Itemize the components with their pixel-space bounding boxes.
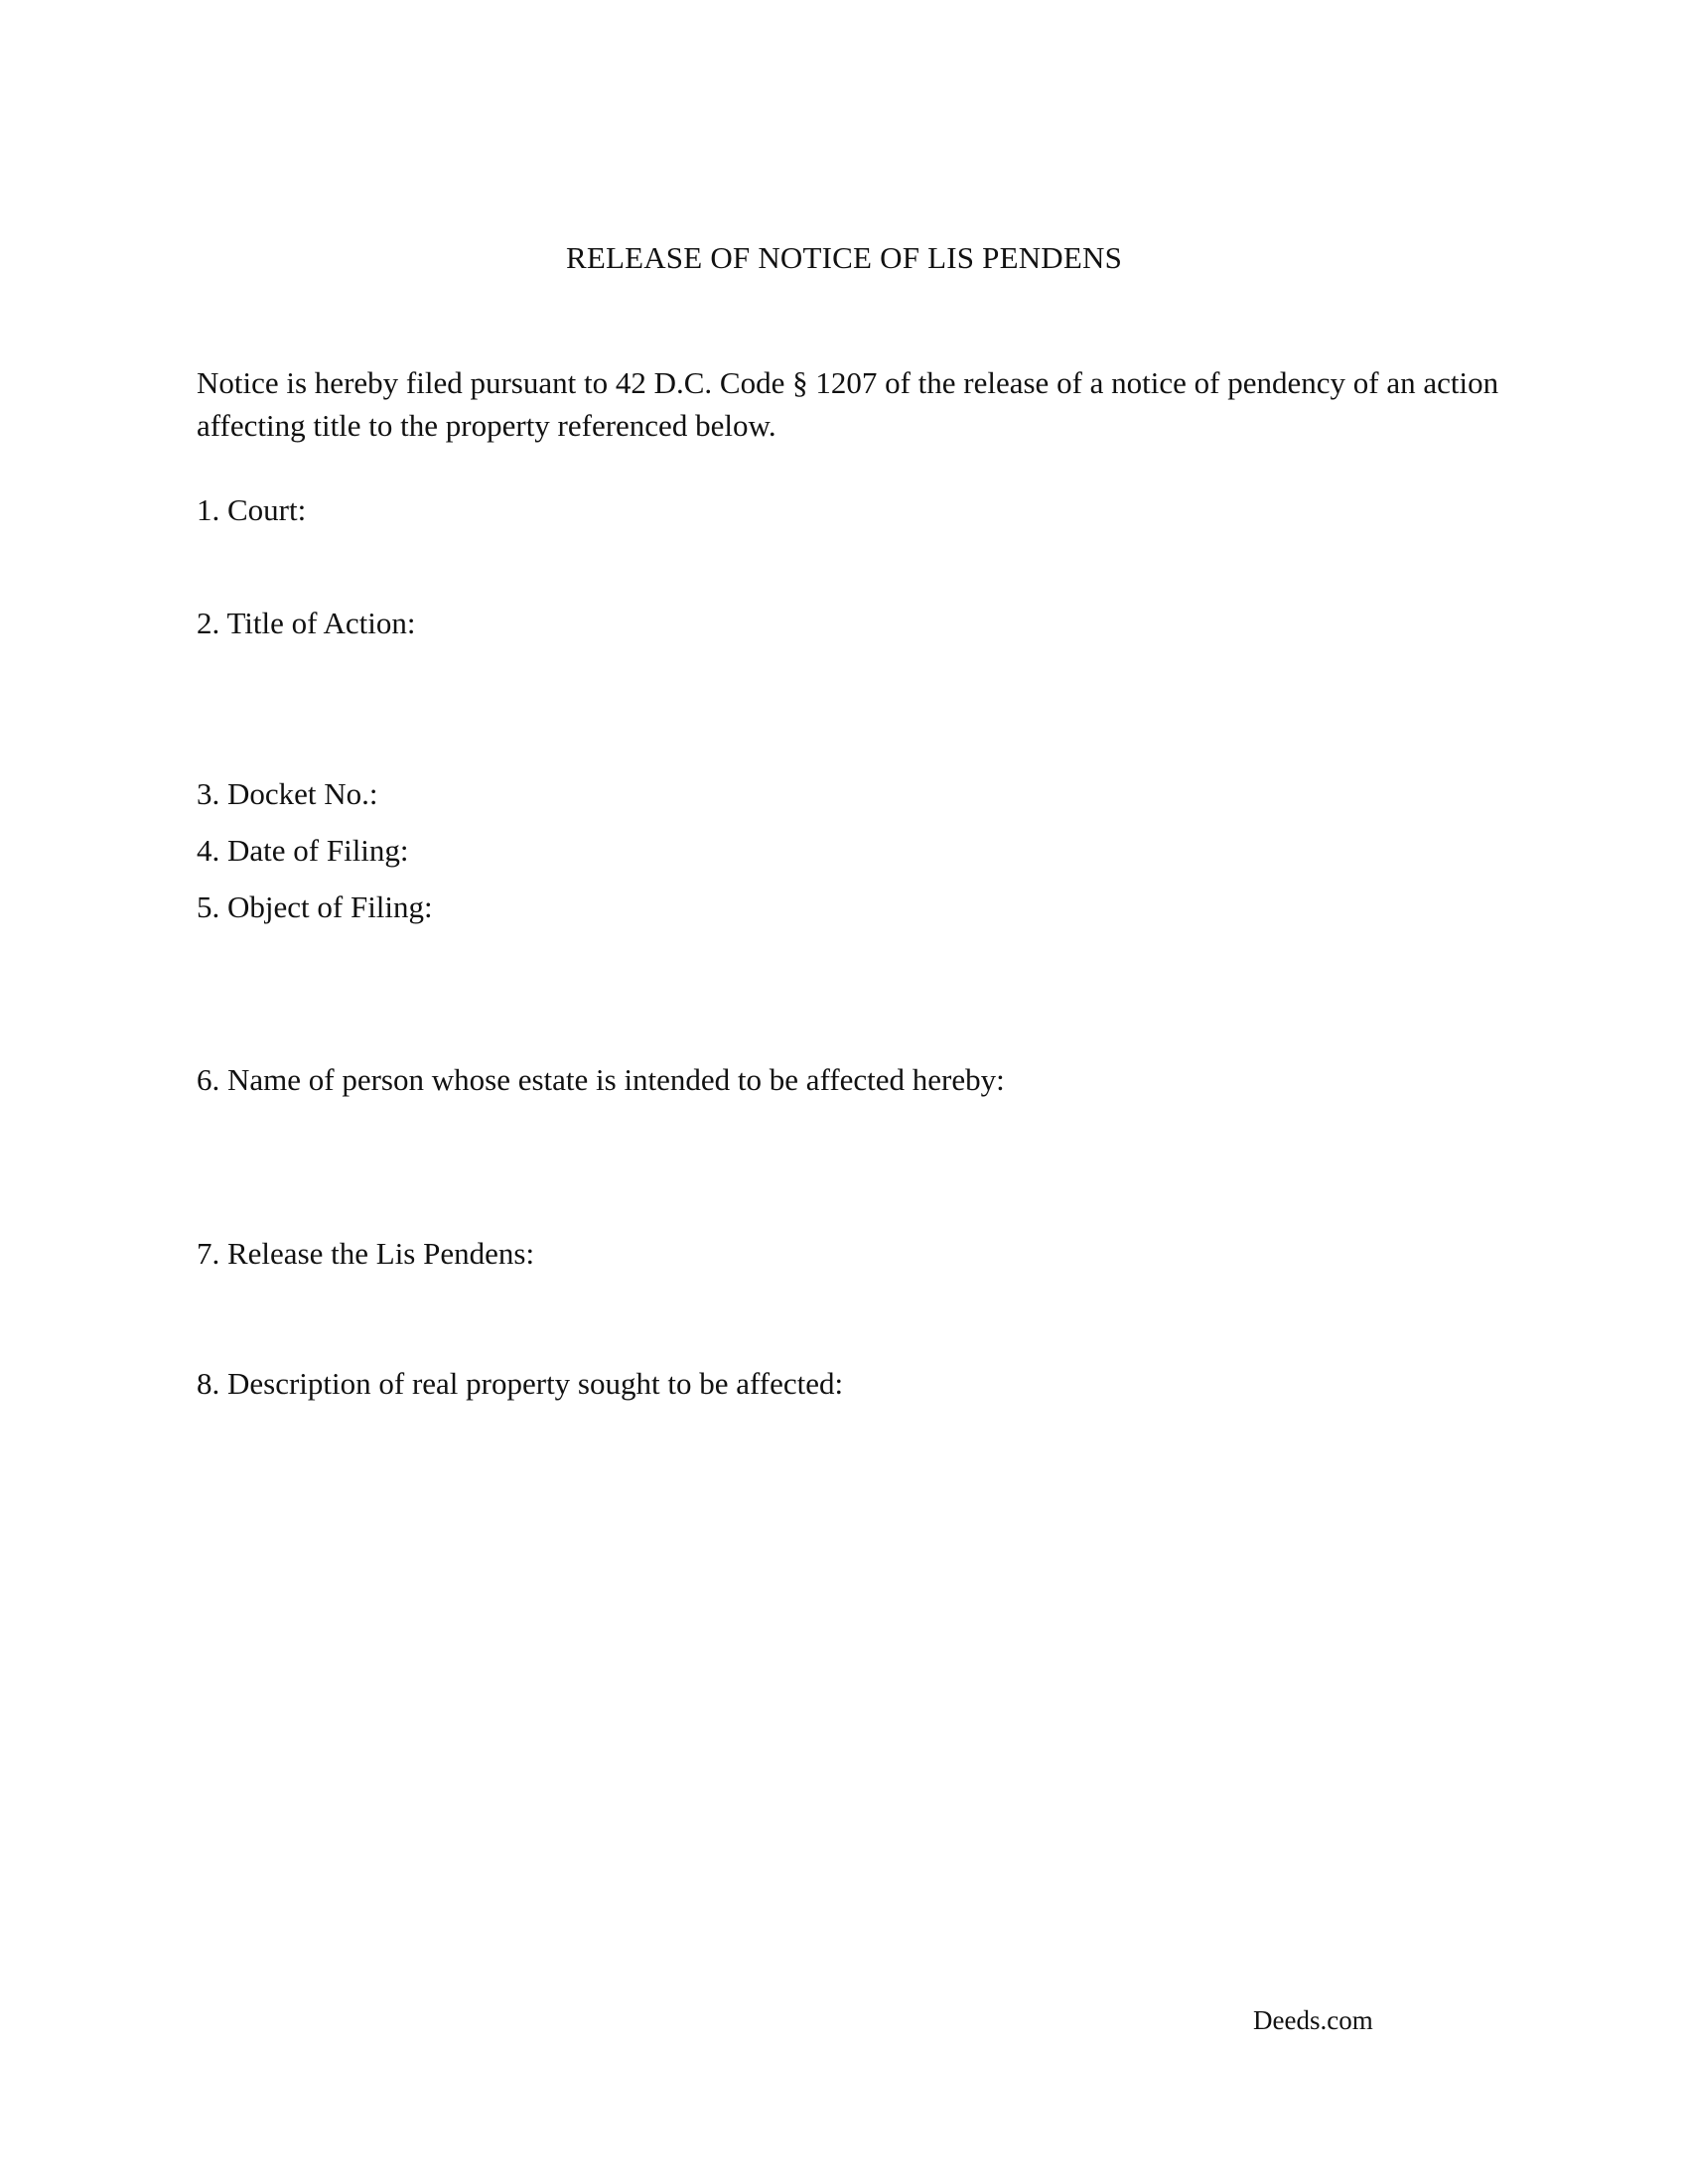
item-date-of-filing: 4. Date of Filing:: [197, 833, 409, 868]
footer-brand: Deeds.com: [1253, 2005, 1373, 2035]
document-title: RELEASE OF NOTICE OF LIS PENDENS: [565, 240, 1123, 275]
item-release-lis-pendens: 7. Release the Lis Pendens:: [197, 1236, 535, 1271]
item-title-of-action: 2. Title of Action:: [197, 606, 416, 640]
item-court: 1. Court:: [197, 492, 307, 527]
item-object-of-filing: 5. Object of Filing:: [197, 889, 433, 924]
item-description-of-property: 8. Description of real property sought to be affected:: [197, 1366, 844, 1401]
item-name-of-person: 6. Name of person whose estate is intended to be affected hereby:: [197, 1062, 1005, 1097]
intro-paragraph: Notice is hereby filed pursuant to 42 D.C. Code § 1207 of the release of a notice of pendency of an action affecting title to the property referenced below.: [197, 365, 1499, 443]
item-docket-no: 3. Docket No.:: [197, 776, 378, 811]
